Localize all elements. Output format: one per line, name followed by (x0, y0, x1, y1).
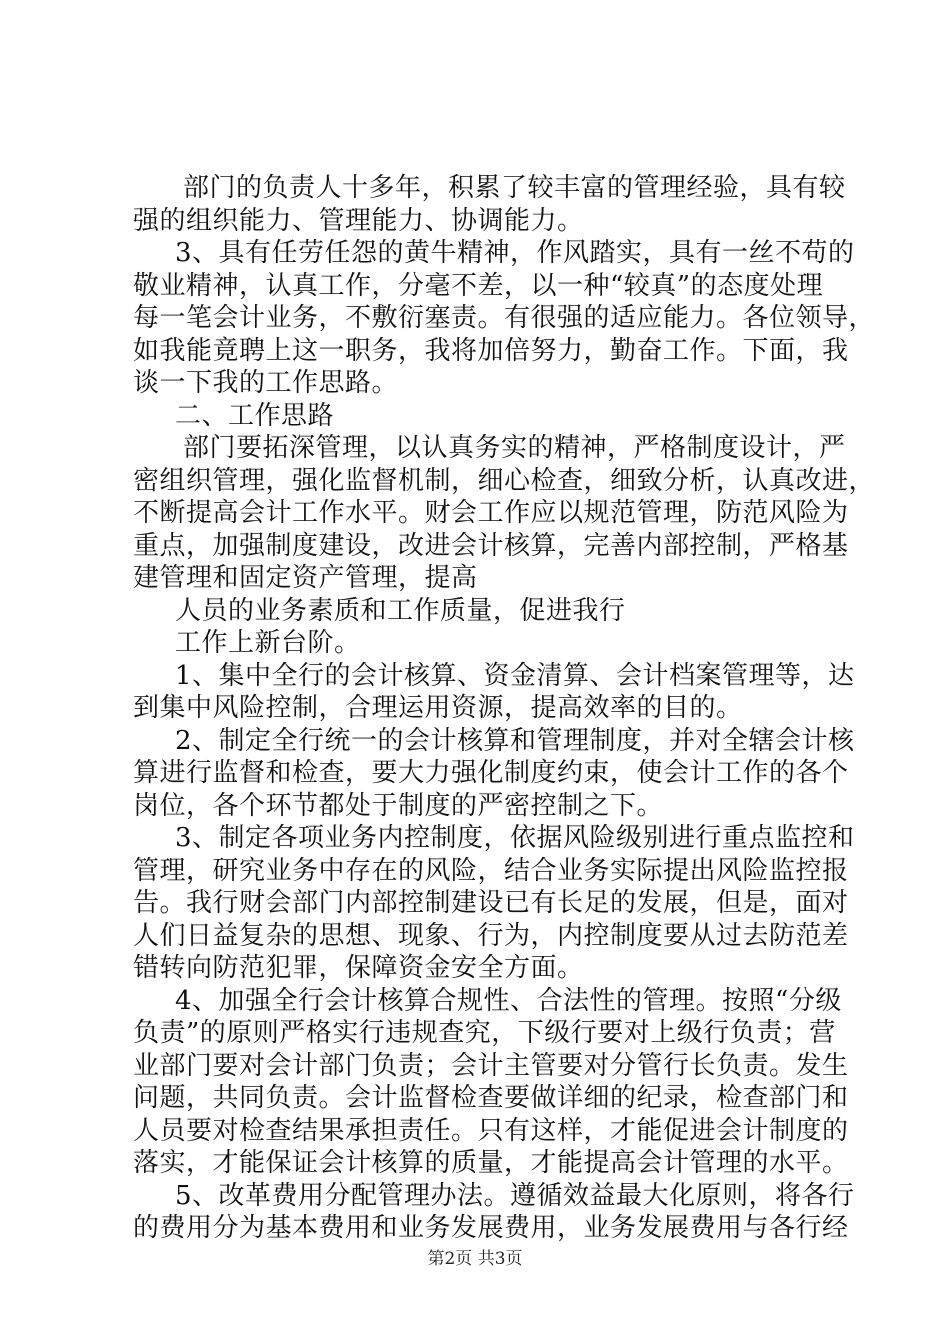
page-number: 第2页 共3页 (427, 1249, 523, 1269)
text-line: 岗位，各个环节都处于制度的严密控制之下。 (133, 790, 664, 821)
text-line: 密组织管理，强化监督机制，细心检查，细致分析，认真改进， (133, 465, 876, 496)
text-line: 5、改革费用分配管理办法。遵循效益最大化原则，将各行 (175, 1180, 855, 1211)
text-line: 到集中风险控制，合理运用资源，提高效率的目的。 (133, 693, 743, 723)
text-line: 算进行监督和检查，要大力强化制度约束，使会计工作的各个 (133, 758, 849, 788)
text-line: 谈一下我的工作思路。 (133, 368, 399, 398)
section-heading: 二、工作思路 (175, 400, 335, 431)
text-line: 重点，加强制度建设，改进会计核算，完善内部控制，严格基 (133, 530, 849, 561)
document-body (133, 172, 876, 1245)
text-line: 错转向防范犯罪，保障资金安全方面。 (133, 953, 584, 983)
text-line: 3、具有任劳任怨的黄牛精神，作风踏实，具有一丝不苟的 (175, 238, 855, 268)
text-line: 工作上新台阶。 (175, 628, 361, 658)
text-line: 人员的业务素质和工作质量，促进我行 (175, 595, 626, 626)
text-line: 负责”的原则严格实行违规查究，下级行要对上级行负责；营 (133, 1018, 836, 1048)
text-line: 4、加强全行会计核算合规性、合法性的管理。按照“分级 (175, 985, 842, 1016)
text-line: 人们日益复杂的思想、现象、行为，内控制度要从过去防范差 (133, 920, 849, 951)
text-line: 落实，才能保证会计核算的质量，才能提高会计管理的水平。 (133, 1148, 849, 1178)
text-line: 1、集中全行的会计核算、资金清算、会计档案管理等，达 (175, 660, 855, 691)
text-line: 业部门要对会计部门负责；会计主管要对分管行长负责。发生 (133, 1050, 849, 1081)
text-line: 部门的负责人十多年，积累了较丰富的管理经验，具有较 (183, 173, 846, 203)
text-line: 建管理和固定资产管理，提高 (133, 563, 478, 593)
text-line: 每一笔会计业务，不敷衍塞责。有很强的适应能力。各位领导， (133, 303, 876, 333)
text-line: 2、制定全行统一的会计核算和管理制度，并对全辖会计核 (175, 725, 855, 756)
text-line: 告。我行财会部门内部控制建设已有长足的发展，但是，面对 (133, 888, 849, 918)
text-line: 管理，研究业务中存在的风险，结合业务实际提出风险监控报 (133, 855, 849, 886)
text-line: 敬业精神，认真工作，分毫不差，以一种“较真”的态度处理 (133, 270, 824, 301)
text-line: 部门要拓深管理，以认真务实的精神，严格制度设计，严 (183, 433, 846, 463)
text-line: 人员要对检查结果承担责任。只有这样，才能促进会计制度的 (133, 1115, 849, 1146)
text-line: 不断提高会计工作水平。财会工作应以规范管理，防范风险为 (133, 498, 849, 528)
text-line: 如我能竟聘上这一职务，我将加倍努力，勤奋工作。下面，我 (133, 335, 849, 366)
text-line: 的费用分为基本费用和业务发展费用，业务发展费用与各行经 (133, 1213, 849, 1243)
text-line: 强的组织能力、管理能力、协调能力。 (133, 205, 584, 236)
text-line: 问题，共同负责。会计监督检查要做详细的纪录，检查部门和 (133, 1083, 849, 1113)
text-line: 3、制定各项业务内控制度，依据风险级别进行重点监控和 (175, 823, 855, 853)
